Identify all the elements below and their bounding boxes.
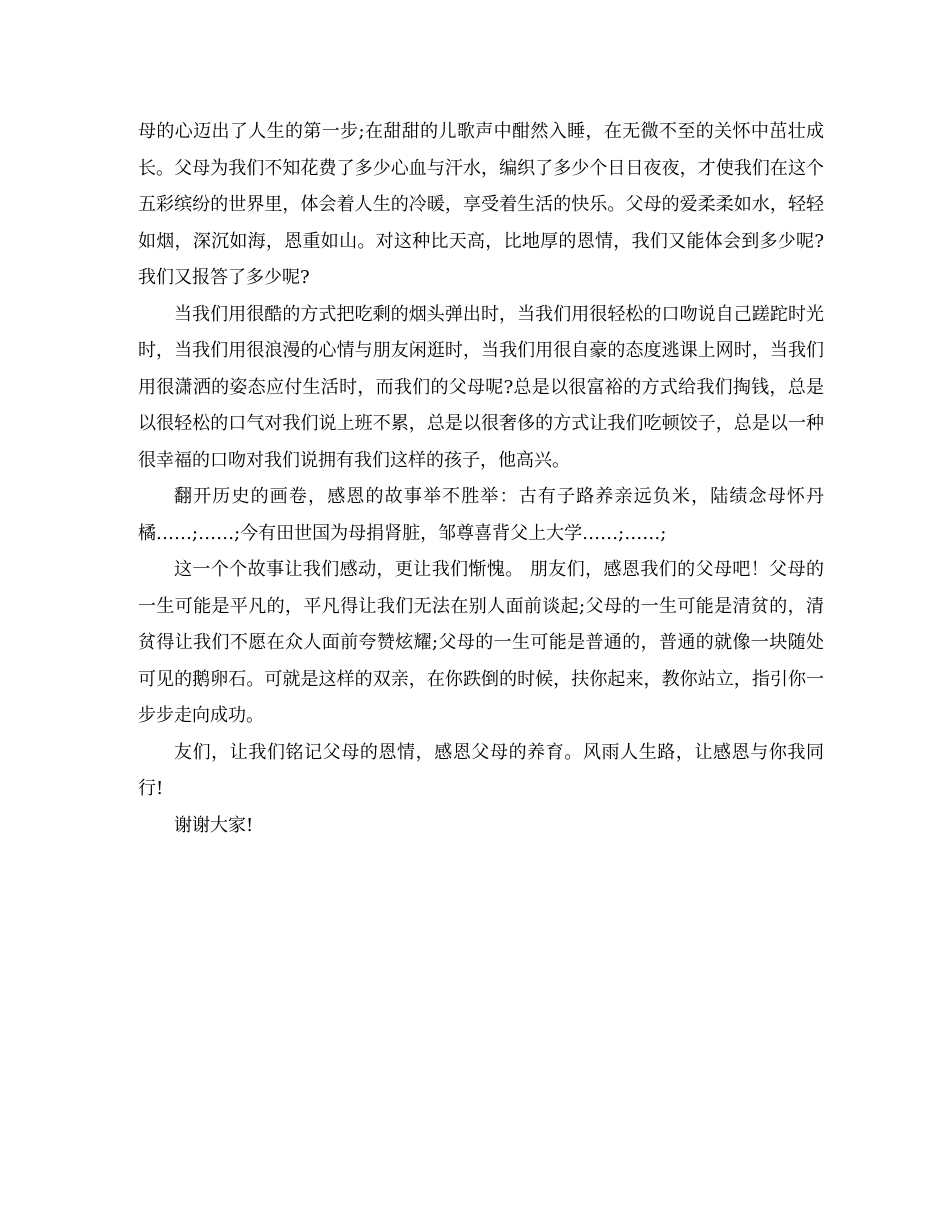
paragraph-continuation: 母的心迈出了人生的第一步;在甜甜的儿歌声中酣然入睡，在无微不至的关怀中茁壮成长。父母为我们不知花费了多少心血与汗水，编织了多少个日日夜夜，才使我们在这个五彩缤纷的世界里，体会着人生的冷暖，享受着生活的快乐。父母的爱柔柔如水，轻轻如烟，深沉如海，恩重如山。对这种比天高，比地厚的恩情，我们又能体会到多少呢?我们又报答了多少呢? (138, 121, 824, 288)
paragraph: 友们，让我们铭记父母的恩情，感恩父母的养育。风雨人生路，让感恩与你我同行! (138, 741, 824, 799)
paragraph: 这一个个故事让我们感动，更让我们惭愧。 朋友们，感恩我们的父母吧！父母的一生可能是平凡的，平凡得让我们无法在别人面前谈起;父母的一生可能是清贫的，清贫得让我们不愿在众人面前夸赞炫耀;父母的一生可能是普通的，普通的就像一块随处可见的鹅卵石。可就是这样的双亲，在你跌倒的时候，扶你起来，教你站立，指引你一步步走向成功。 (138, 559, 824, 726)
document-body (138, 114, 824, 844)
paragraph: 翻开历史的画卷，感恩的故事举不胜举：古有子路养亲远负米，陆绩念母怀丹橘……;……;今有田世国为母捐肾脏，邹尊喜背父上大学……;……; (138, 486, 824, 544)
closing-line: 谢谢大家! (174, 814, 254, 836)
paragraph: 当我们用很酷的方式把吃剩的烟头弹出时，当我们用很轻松的口吻说自己蹉跎时光时，当我们用很浪漫的心情与朋友闲逛时，当我们用很自豪的态度逃课上网时，当我们用很潇洒的姿态应付生活时，而我们的父母呢?总是以很富裕的方式给我们掏钱，总是以很轻松的口气对我们说上班不累，总是以很奢侈的方式让我们吃顿饺子，总是以一种很幸福的口吻对我们说拥有我们这样的孩子，他高兴。 (138, 303, 824, 471)
